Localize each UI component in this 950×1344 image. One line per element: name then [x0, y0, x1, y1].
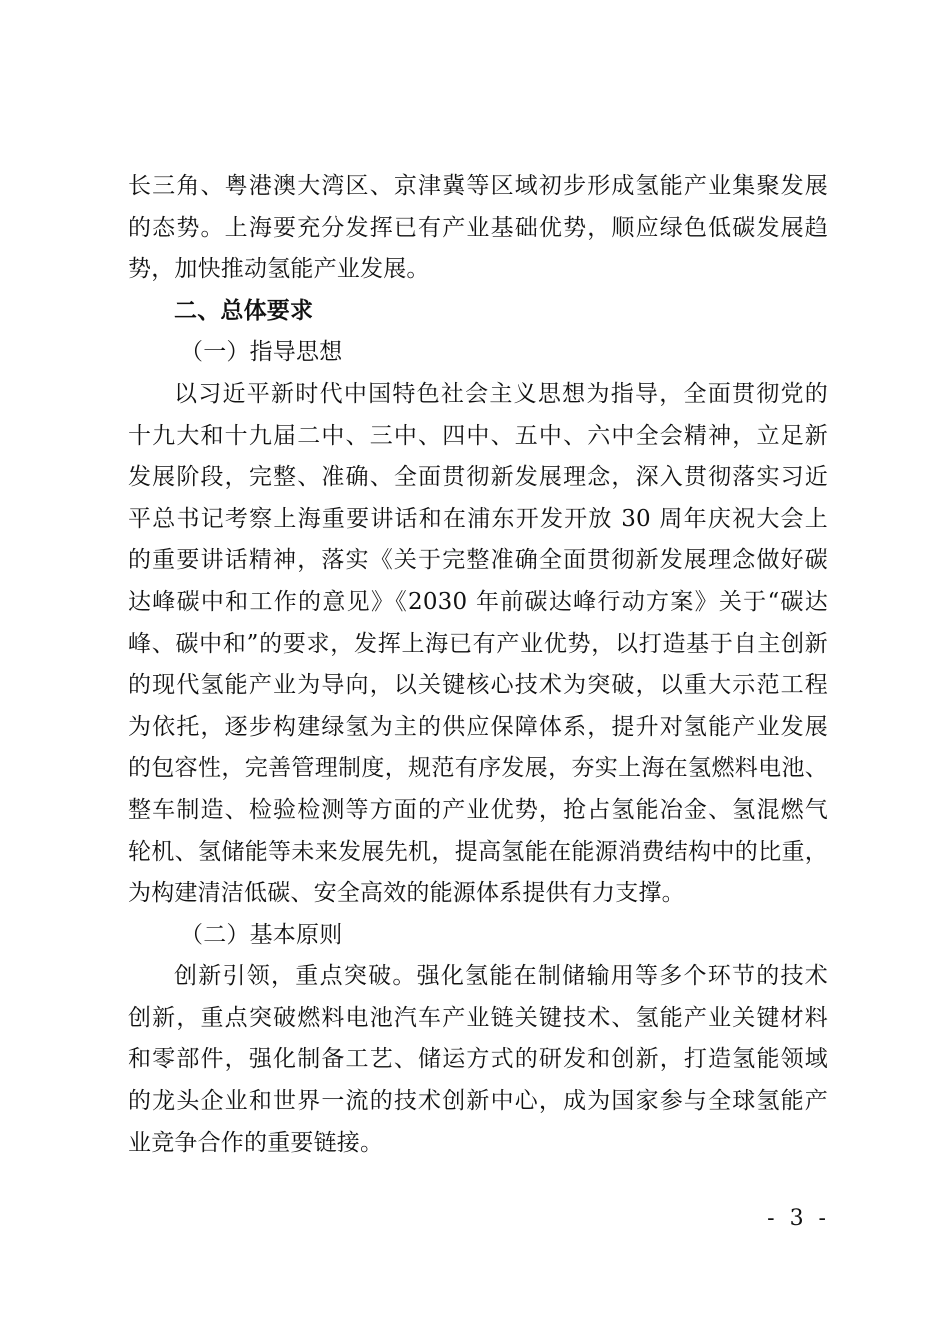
subsection-heading: （二）基本原则 [180, 921, 343, 948]
paragraph-line: 创新，重点突破燃料电池汽车产业链关键技术、氢能产业关键材料 [128, 1004, 828, 1031]
paragraph-line: 发展阶段，完整、准确、全面贯彻新发展理念，深入贯彻落实习近 [128, 464, 828, 491]
paragraph-line: 的态势。上海要充分发挥已有产业基础优势，顺应绿色低碳发展趋 [128, 214, 828, 241]
section-heading: 二、总体要求 [174, 297, 314, 324]
paragraph-line: 的龙头企业和世界一流的技术创新中心，成为国家参与全球氢能产 [128, 1088, 828, 1115]
document-body [128, 166, 828, 1164]
paragraph-line: 平总书记考察上海重要讲话和在浦东开发开放 30 周年庆祝大会上 [128, 505, 828, 532]
paragraph-line: 的包容性，完善管理制度，规范有序发展，夯实上海在氢燃料电池、 [128, 755, 828, 782]
paragraph-line: 业竞争合作的重要链接。 [128, 1129, 384, 1156]
paragraph-line: 和零部件，强化制备工艺、储运方式的研发和创新，打造氢能领域 [128, 1046, 828, 1073]
paragraph-line: 创新引领，重点突破。强化氢能在制储输用等多个环节的技术 [174, 963, 828, 990]
paragraph-line: 整车制造、检验检测等方面的产业优势，抢占氢能冶金、氢混燃气 [128, 796, 828, 823]
paragraph-line: 为依托，逐步构建绿氢为主的供应保障体系，提升对氢能产业发展 [128, 713, 828, 740]
paragraph-line: 以习近平新时代中国特色社会主义思想为指导，全面贯彻党的 [174, 380, 828, 407]
paragraph-line: 峰、碳中和”的要求，发挥上海已有产业优势，以打造基于自主创新 [128, 630, 828, 657]
page-number: - 3 - [767, 1206, 830, 1231]
paragraph-line: 的重要讲话精神，落实《关于完整准确全面贯彻新发展理念做好碳 [128, 547, 828, 574]
paragraph-line: 势，加快推动氢能产业发展。 [128, 256, 430, 283]
paragraph-line: 达峰碳中和工作的意见》《2030 年前碳达峰行动方案》关于“碳达 [128, 588, 828, 615]
paragraph-line: 十九大和十九届二中、三中、四中、五中、六中全会精神，立足新 [128, 422, 828, 449]
paragraph-line: 为构建清洁低碳、安全高效的能源体系提供有力支撑。 [128, 880, 685, 907]
paragraph-line: 长三角、粤港澳大湾区、京津冀等区域初步形成氢能产业集聚发展 [128, 173, 828, 199]
paragraph-line: 的现代氢能产业为导向，以关键核心技术为突破，以重大示范工程 [128, 672, 828, 699]
subsection-heading: （一）指导思想 [180, 339, 343, 366]
paragraph-line: 轮机、氢储能等未来发展先机，提高氢能在能源消费结构中的比重， [128, 838, 828, 865]
